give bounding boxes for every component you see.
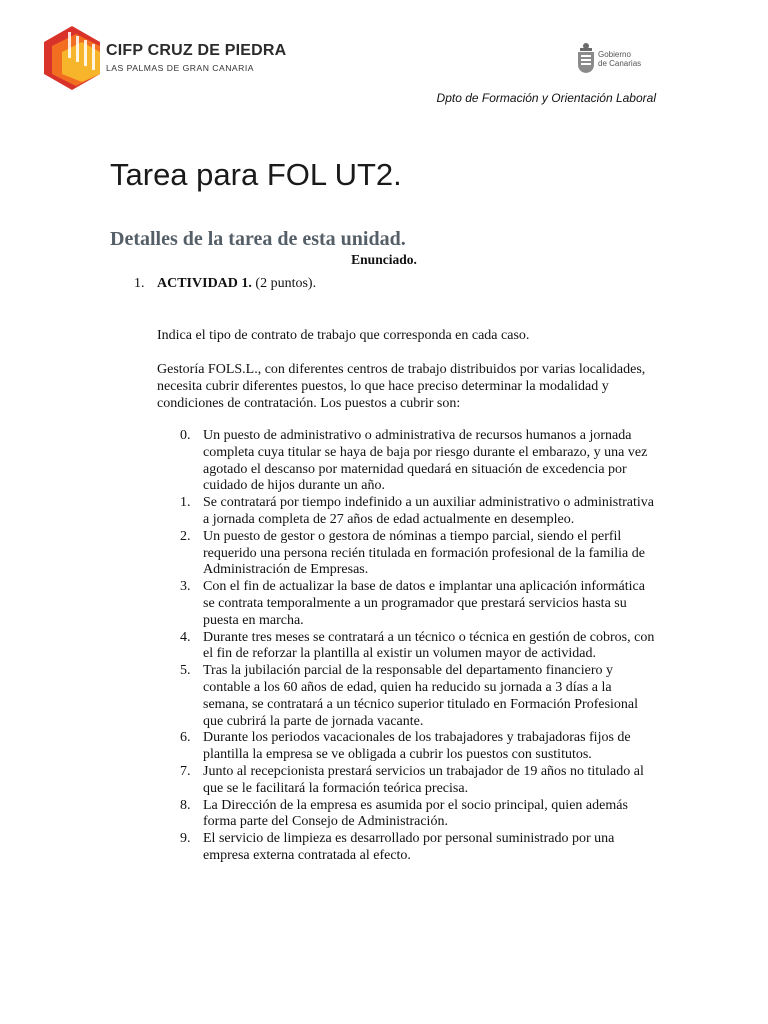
activity-points: (2 puntos). [251, 276, 317, 291]
list-item-text: Con el fin de actualizar la base de datos e implantar una aplicación informática se contrata temporalmente a un programador que prestará servicios hasta su puesta en marcha. [203, 579, 645, 628]
list-item-text: Junto al recepcionista prestará servicios un trabajador de 19 años no titulado al que se le facilitará la formación teórica precisa. [203, 763, 644, 796]
list-item [157, 831, 657, 865]
list-item [157, 579, 657, 629]
list-item [157, 663, 657, 730]
list-item-number: 4. [180, 629, 191, 645]
school-name: CIFP CRUZ DE PIEDRA [106, 42, 287, 59]
list-item-text: Se contratará por tiempo indefinido a un auxiliar administrativo o administrativa a jornada completa de 27 años de edad actualmente en desempleo. [203, 495, 654, 527]
cases-list [157, 428, 657, 865]
list-item [157, 730, 657, 764]
list-item [157, 764, 657, 798]
list-item [157, 630, 657, 664]
list-item-text: Un puesto de administrativo o administrativa de recursos humanos a jornada completa cuya titular se haya de baja por riesgo durante el embarazo, y una vez agotado el descanso por maternidad quedará en situación de excedencia por cuidado de hijos durante un año. [203, 428, 648, 494]
list-item [157, 798, 657, 832]
list-item-text: Un puesto de gestor o gestora de nóminas a tiempo parcial, siendo el perfil requerido una persona recién titulada en formación profesional de la familia de Administración de Empresas. [203, 528, 645, 578]
list-item-number: 9. [180, 831, 191, 847]
list-item-number: 5. [180, 663, 191, 679]
list-item-text: Durante los periodos vacacionales de los trabajadores y trabajadoras fijos de plantilla la empresa se ve obligada a cubrir los puestos con sustitutos. [203, 730, 631, 763]
task-details-heading: Detalles de la tarea de esta unidad. [110, 228, 406, 250]
list-item [157, 529, 657, 579]
section-heading: Enunciado. [351, 252, 417, 267]
list-item-text: Durante tres meses se contratará a un técnico o técnica en gestión de cobros, con el fin de reforzar la plantilla al existir un volumen mayor de actividad. [203, 629, 655, 662]
list-item-number: 6. [180, 730, 191, 746]
list-item [157, 428, 657, 495]
intro-paragraph: Gestoría FOLS.L., con diferentes centros de trabajo distribuidos por varias localidades, necesita cubrir diferentes puestos, lo que hace preciso determinar la modalidad y condiciones de contratación. Los puestos a cubrir son: [157, 362, 646, 411]
page-title: Tarea para FOL UT2. [110, 157, 402, 192]
list-item [157, 495, 657, 529]
list-item-number: 1. [180, 495, 191, 511]
canarias-coat-of-arms-icon [576, 42, 596, 74]
list-item-number: 0. [180, 428, 191, 443]
instruction-paragraph: Indica el tipo de contrato de trabajo que corresponda en cada caso. [157, 328, 530, 343]
list-item-text: Tras la jubilación parcial de la responsable del departamento financiero y contable a los 60 años de edad, quien ha reducido su jornada a 3 días a la semana, se contratará a un técnico superior titulado en Formación Profesional que cubrirá la parte de jornada vacante. [203, 663, 639, 729]
list-item-text: El servicio de limpieza es desarrollado por personal suministrado por una empresa externa contratada al efecto. [203, 831, 615, 863]
government-line-1: Gobierno [598, 50, 631, 59]
activity-name: ACTIVIDAD 1. [157, 276, 252, 291]
activity-number: 1. [134, 276, 145, 291]
department-name: Dpto de Formación y Orientación Laboral [436, 91, 656, 105]
government-logo [576, 42, 656, 76]
cifp-logo-icon [42, 24, 104, 92]
list-item-number: 8. [180, 797, 191, 813]
school-logo [42, 24, 287, 96]
government-name [598, 50, 641, 68]
list-item-number: 7. [180, 763, 191, 779]
list-item-number: 3. [180, 579, 191, 595]
school-location: LAS PALMAS DE GRAN CANARIA [106, 63, 254, 73]
list-item-text: La Dirección de la empresa es asumida por el socio principal, quien además forma parte del Consejo de Administración. [203, 797, 628, 830]
activity-heading [134, 276, 316, 292]
government-line-2: de Canarias [598, 59, 642, 68]
list-item-number: 2. [180, 528, 191, 544]
